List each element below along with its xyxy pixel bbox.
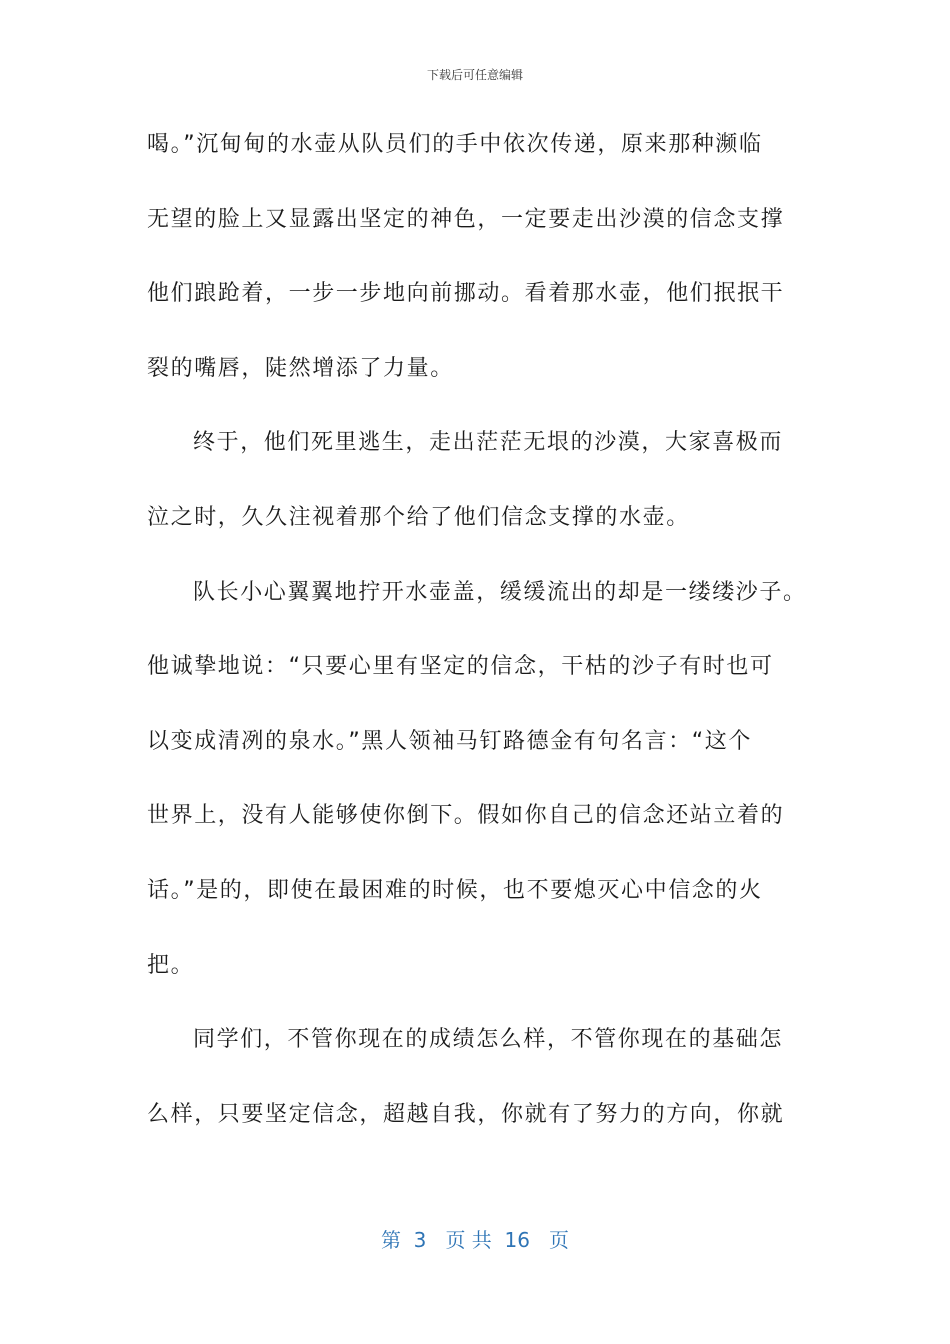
text-line: 话。”是的，即使在最困难的时候，也不要熄灭心中信念的火 xyxy=(147,877,763,903)
text-line: 终于，他们死里逃生，走出茫茫无垠的沙漠，大家喜极而 xyxy=(193,430,784,456)
text-line: 以变成清冽的泉水。”黑人领袖马钉路德金有句名言：“这个 xyxy=(147,728,752,754)
text-line: 把。 xyxy=(147,952,195,978)
text-line: 裂的嘴唇，陡然增添了力量。 xyxy=(147,355,454,381)
text-line: 泣之时，久久注视着那个给了他们信念支撑的水壶。 xyxy=(147,504,690,530)
page-header: 下载后可任意编辑 xyxy=(426,68,523,82)
document-body xyxy=(147,120,827,1164)
text-line: 么样，只要坚定信念，超越自我，你就有了努力的方向，你就 xyxy=(147,1101,785,1127)
text-line: 队长小心翼翼地拧开水壶盖，缓缓流出的却是一缕缕沙子。 xyxy=(193,579,807,605)
text-line: 无望的脸上又显露出坚定的神色，一定要走出沙漠的信念支撑 xyxy=(147,206,785,232)
page-footer: 第 3 页 共 16 页 xyxy=(380,1228,570,1252)
text-line: 他们踉跄着，一步一步地向前挪动。看着那水壶，他们抿抿干 xyxy=(147,281,785,307)
text-line: 同学们，不管你现在的成绩怎么样，不管你现在的基础怎 xyxy=(193,1027,784,1053)
text-line: 他诚挚地说：“只要心里有坚定的信念，干枯的沙子有时也可 xyxy=(147,654,774,680)
text-line: 世界上，没有人能够使你倒下。假如你自己的信念还站立着的 xyxy=(147,803,785,829)
text-line: 喝。”沉甸甸的水壶从队员们的手中依次传递，原来那种濒临 xyxy=(147,132,763,157)
